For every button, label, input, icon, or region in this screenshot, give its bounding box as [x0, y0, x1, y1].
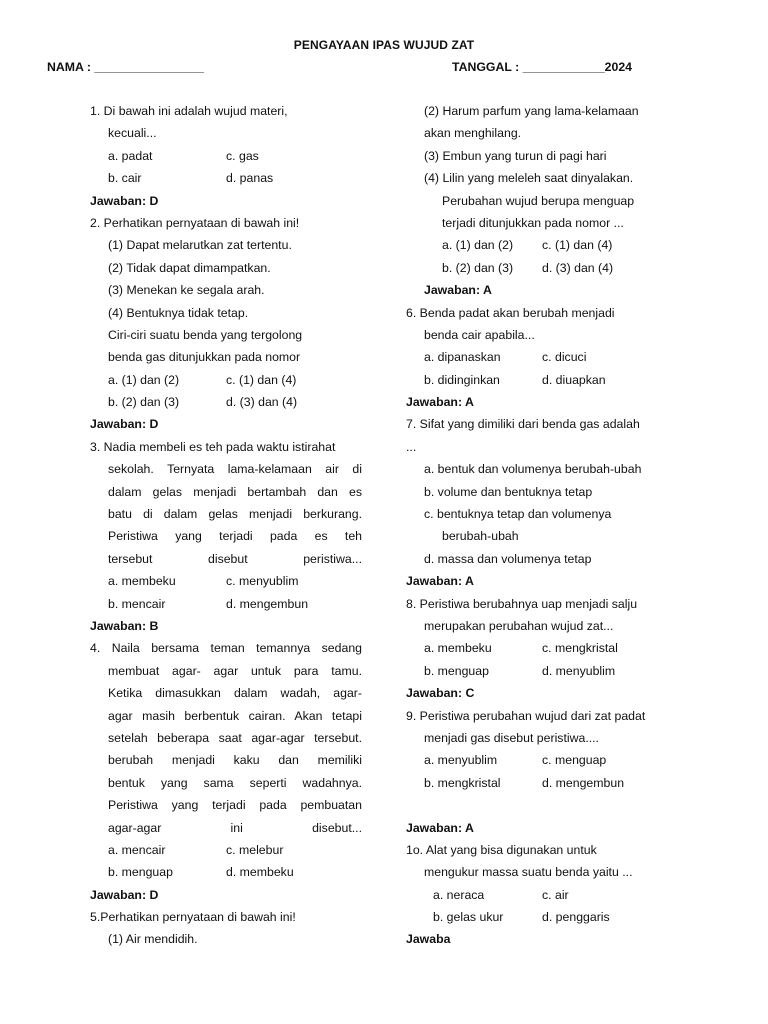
option: c. bentuknya tetap dan volumenya — [424, 507, 612, 522]
option: b. (2) dan (3) — [108, 395, 180, 410]
question-9-options-row — [406, 749, 678, 771]
option: a. membeku — [108, 574, 176, 589]
question-5-prompt: terjadi ditunjukkan pada nomor ... — [442, 215, 624, 230]
question-2-prompt: Ciri-ciri suatu benda yang tergolong — [108, 327, 303, 342]
option: d. massa dan volumenya tetap — [424, 551, 592, 566]
left-column — [90, 100, 362, 951]
question-3-options-row — [90, 593, 362, 615]
question-2-options-row — [90, 391, 362, 413]
page-title: PENGAYAAN IPAS WUJUD ZAT — [293, 38, 475, 52]
option: c. menyublim — [226, 574, 299, 589]
statement-item: (1) Dapat melarutkan zat tertentu. — [108, 238, 292, 253]
question-6-text: 6. Benda padat akan berubah menjadi — [406, 305, 615, 320]
question-4-options-row — [90, 839, 362, 861]
answer-label: Jawaban: A — [406, 574, 474, 589]
option: b. gelas ukur — [433, 910, 504, 925]
statement-item: (1) Air mendidih. — [108, 932, 198, 947]
question-7-text: 7. Sifat yang dimiliki dari benda gas adalah — [406, 417, 640, 432]
question-2-prompt: benda gas ditunjukkan pada nomor — [108, 350, 301, 365]
question-4-text-cont: bentuk yang sama seperti wadahnya. — [108, 775, 362, 790]
answer-label: Jawaban: D — [90, 887, 159, 902]
option: d. (3) dan (4) — [226, 395, 298, 410]
option: a. menyublim — [424, 753, 498, 768]
answer-label: Jawaban: C — [406, 686, 475, 701]
question-2-options-row — [90, 369, 362, 391]
question-9-text: 9. Peristiwa perubahan wujud dari zat padat — [406, 708, 646, 723]
option: c. mengkristal — [542, 641, 618, 656]
question-1-options-row — [90, 145, 362, 167]
statement-item: (4) Bentuknya tidak tetap. — [108, 305, 249, 320]
option: d. membeku — [226, 865, 294, 880]
question-1-options-row — [90, 167, 362, 189]
option: c. air — [542, 887, 569, 902]
statement-item: (4) Lilin yang meleleh saat dinyalakan. — [424, 171, 634, 186]
option: b. mengkristal — [424, 775, 501, 790]
question-10-text-cont: mengukur massa suatu benda yaitu ... — [424, 865, 633, 880]
option: a. (1) dan (2) — [108, 372, 180, 387]
option: c. dicuci — [542, 350, 587, 365]
answer-label: Jawaban: D — [90, 193, 159, 208]
question-4-text-cont: agar masih berbentuk cairan. Akan tetapi — [108, 708, 362, 723]
question-2-text: 2. Perhatikan pernyataan di bawah ini! — [90, 215, 300, 230]
question-5-options-row — [406, 234, 678, 256]
option: a. mencair — [108, 842, 166, 857]
question-9-options-row — [406, 772, 678, 794]
question-6-options-row — [406, 369, 678, 391]
question-3-text-cont: batu di dalam gelas menjadi berkurang. — [108, 507, 362, 522]
option: d. (3) dan (4) — [542, 260, 614, 275]
question-8-text: 8. Peristiwa berubahnya uap menjadi salju — [406, 596, 638, 611]
question-5-options-row — [406, 257, 678, 279]
question-3-text-cont: Peristiwa yang terjadi pada es teh — [108, 529, 362, 544]
question-9-text-cont: menjadi gas disebut peristiwa.... — [424, 730, 599, 745]
option: c. (1) dan (4) — [226, 372, 297, 387]
question-4-text-cont: agar-agar ini disebut... — [108, 820, 362, 835]
question-1-text-cont: kecuali... — [108, 126, 157, 141]
option: c. gas — [226, 148, 259, 163]
answer-label: Jawaban: A — [406, 395, 474, 410]
date-field-label: TANGGAL : ____________2024 — [452, 60, 633, 74]
question-4-options-row — [90, 861, 362, 883]
question-4-text-cont: setelah beberapa saat agar-agar tersebut. — [108, 730, 362, 745]
answer-label: Jawaba — [406, 932, 451, 947]
option: b. (2) dan (3) — [442, 260, 514, 275]
question-3-text: 3. Nadia membeli es teh pada waktu istirahat — [90, 439, 336, 454]
question-3-options-row — [90, 570, 362, 592]
option: a. (1) dan (2) — [442, 238, 514, 253]
option: a. bentuk dan volumenya berubah-ubah — [424, 462, 642, 477]
option: c. melebur — [226, 842, 284, 857]
option: a. padat — [108, 148, 153, 163]
question-10-text: 1o. Alat yang bisa digunakan untuk — [406, 842, 597, 857]
option: a. neraca — [433, 887, 485, 902]
option: d. mengembun — [226, 596, 309, 611]
answer-label: Jawaban: B — [90, 618, 159, 633]
option: b. menguap — [424, 663, 489, 678]
right-column — [406, 100, 678, 951]
option: c. menguap — [542, 753, 607, 768]
question-3-text-cont: sekolah. Ternyata lama-kelamaan air di — [108, 462, 362, 477]
question-10-options-row — [406, 884, 678, 906]
question-8-options-row — [406, 660, 678, 682]
option: d. diuapkan — [542, 372, 606, 387]
option: a. membeku — [424, 641, 492, 656]
question-4-text-cont: membuat agar- agar untuk para tamu. — [108, 663, 362, 678]
option: b. mencair — [108, 596, 166, 611]
option: b. volume dan bentuknya tetap — [424, 484, 593, 499]
option: d. penggaris — [542, 910, 610, 925]
option: d. panas — [226, 171, 274, 186]
name-field-label: NAMA : ________________ — [47, 60, 204, 74]
question-8-options-row — [406, 637, 678, 659]
blank-line — [406, 794, 678, 816]
question-3-text-cont: dalam gelas menjadi bertambah dan es — [108, 484, 362, 499]
option: c. (1) dan (4) — [542, 238, 613, 253]
statement-item: (2) Harum parfum yang lama-kelamaan — [424, 104, 639, 118]
statement-item: (2) Tidak dapat dimampatkan. — [108, 260, 271, 275]
option: b. cair — [108, 171, 142, 186]
question-4-text-cont: Ketika dimasukkan dalam wadah, agar- — [108, 686, 362, 701]
question-7-text-cont: ... — [406, 439, 417, 454]
question-5-prompt: Perubahan wujud berupa menguap — [442, 193, 635, 208]
question-4-text-cont: Peristiwa yang terjadi pada pembuatan — [108, 798, 362, 813]
question-4-text: 4. Naila bersama teman temannya sedang — [90, 641, 362, 656]
option: d. mengembun — [542, 775, 625, 790]
answer-label: Jawaban: A — [406, 820, 474, 835]
question-10-options-row — [406, 906, 678, 928]
answer-label: Jawaban: D — [90, 417, 159, 432]
question-6-options-row — [406, 346, 678, 368]
question-3-text-cont: tersebut disebut peristiwa... — [108, 551, 362, 566]
option-cont: berubah-ubah — [442, 529, 519, 544]
statement-item: akan menghilang. — [424, 126, 522, 141]
option: b. menguap — [108, 865, 173, 880]
statement-item: (3) Menekan ke segala arah. — [108, 283, 265, 298]
question-4-text-cont: berubah menjadi kaku dan memiliki — [108, 753, 362, 768]
option: d. menyublim — [542, 663, 616, 678]
question-1-text: 1. Di bawah ini adalah wujud materi, — [90, 104, 288, 118]
statement-item: (3) Embun yang turun di pagi hari — [424, 148, 607, 163]
answer-label: Jawaban: A — [424, 283, 492, 298]
question-6-text-cont: benda cair apabila... — [424, 327, 535, 342]
option: a. dipanaskan — [424, 350, 501, 365]
option: b. didinginkan — [424, 372, 500, 387]
question-8-text-cont: merupakan perubahan wujud zat... — [424, 618, 614, 633]
question-5-text: 5.Perhatikan pernyataan di bawah ini! — [90, 910, 296, 925]
